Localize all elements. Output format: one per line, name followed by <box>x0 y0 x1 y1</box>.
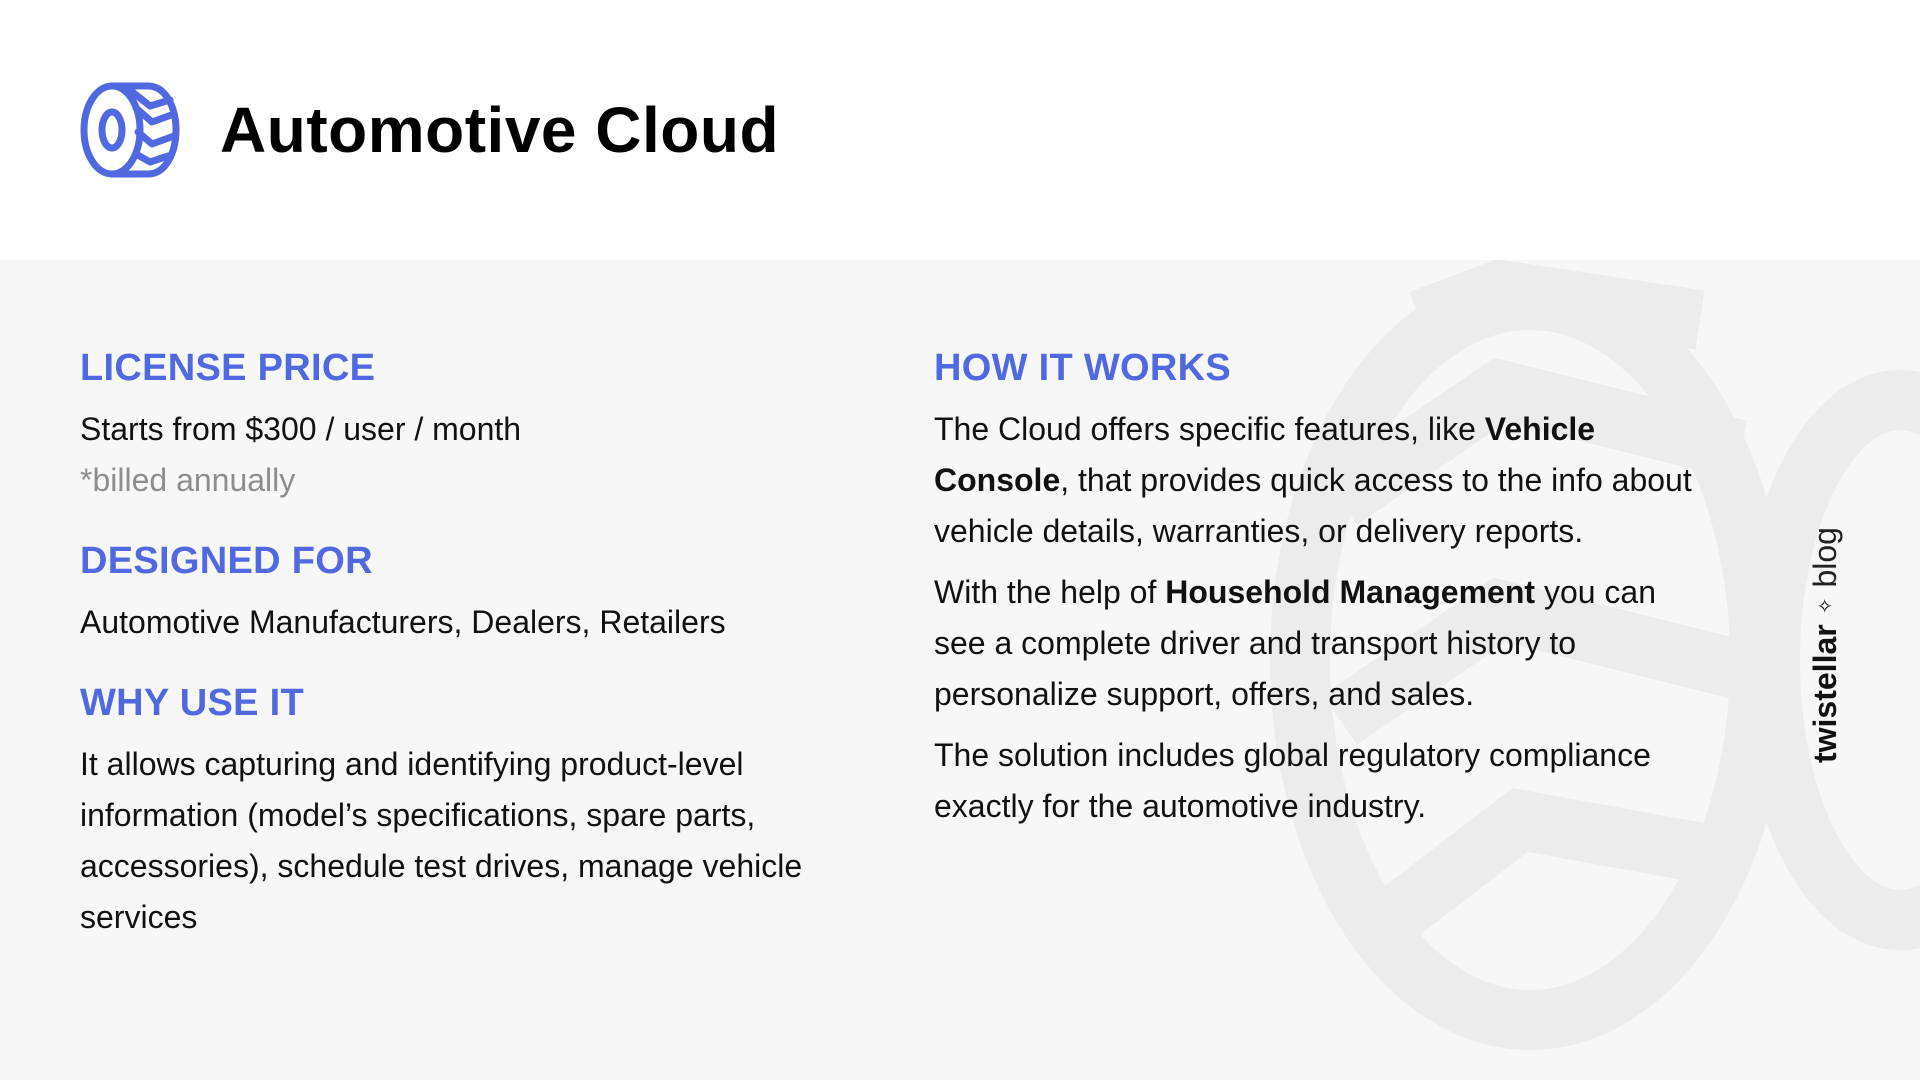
feature-vehicle-console: Vehicle Console <box>934 411 1596 498</box>
text: you can see a complete driver and transport history to personalize support, offers, and sales. <box>934 574 1657 712</box>
text: With the help of <box>934 574 1166 610</box>
designed-heading: DESIGNED FOR <box>80 540 373 582</box>
header <box>0 0 1920 260</box>
why-heading: WHY USE IT <box>80 682 304 724</box>
why-text: It allows capturing and identifying product-level information (model’s specifications, spare parts, accessories), schedule test drives, manage vehicle services <box>80 746 803 935</box>
why-section <box>80 679 880 943</box>
how-paragraph-3: The solution includes global regulatory compliance exactly for the automotive industry. <box>934 737 1651 824</box>
designed-text: Automotive Manufacturers, Dealers, Retailers <box>80 604 726 640</box>
text: , that provides quick access to the info about vehicle details, warranties, or delivery reports. <box>934 462 1692 549</box>
page-title: Automotive Cloud <box>220 94 780 166</box>
how-section <box>934 344 1704 832</box>
text: The Cloud offers specific features, like <box>934 411 1485 447</box>
how-heading: HOW IT WORKS <box>934 347 1232 389</box>
license-heading: LICENSE PRICE <box>80 347 376 389</box>
tire-icon <box>80 82 180 178</box>
license-section <box>80 344 880 506</box>
content-area <box>0 260 1920 1080</box>
how-paragraph-1 <box>934 404 1704 557</box>
how-paragraph-2 <box>934 567 1704 720</box>
designed-section <box>80 537 880 648</box>
feature-household-management: Household Management <box>1165 574 1536 610</box>
billing-note: *billed annually <box>80 462 296 498</box>
brand-name: twistellar <box>1806 624 1843 763</box>
brand-suffix: blog <box>1806 527 1843 588</box>
license-price: Starts from $300 / user / month <box>80 411 522 447</box>
twistellar-blog-logo <box>1790 500 1860 790</box>
brand-wordmark <box>1795 500 1855 790</box>
sparkle-icon: ✧ <box>1814 597 1837 615</box>
